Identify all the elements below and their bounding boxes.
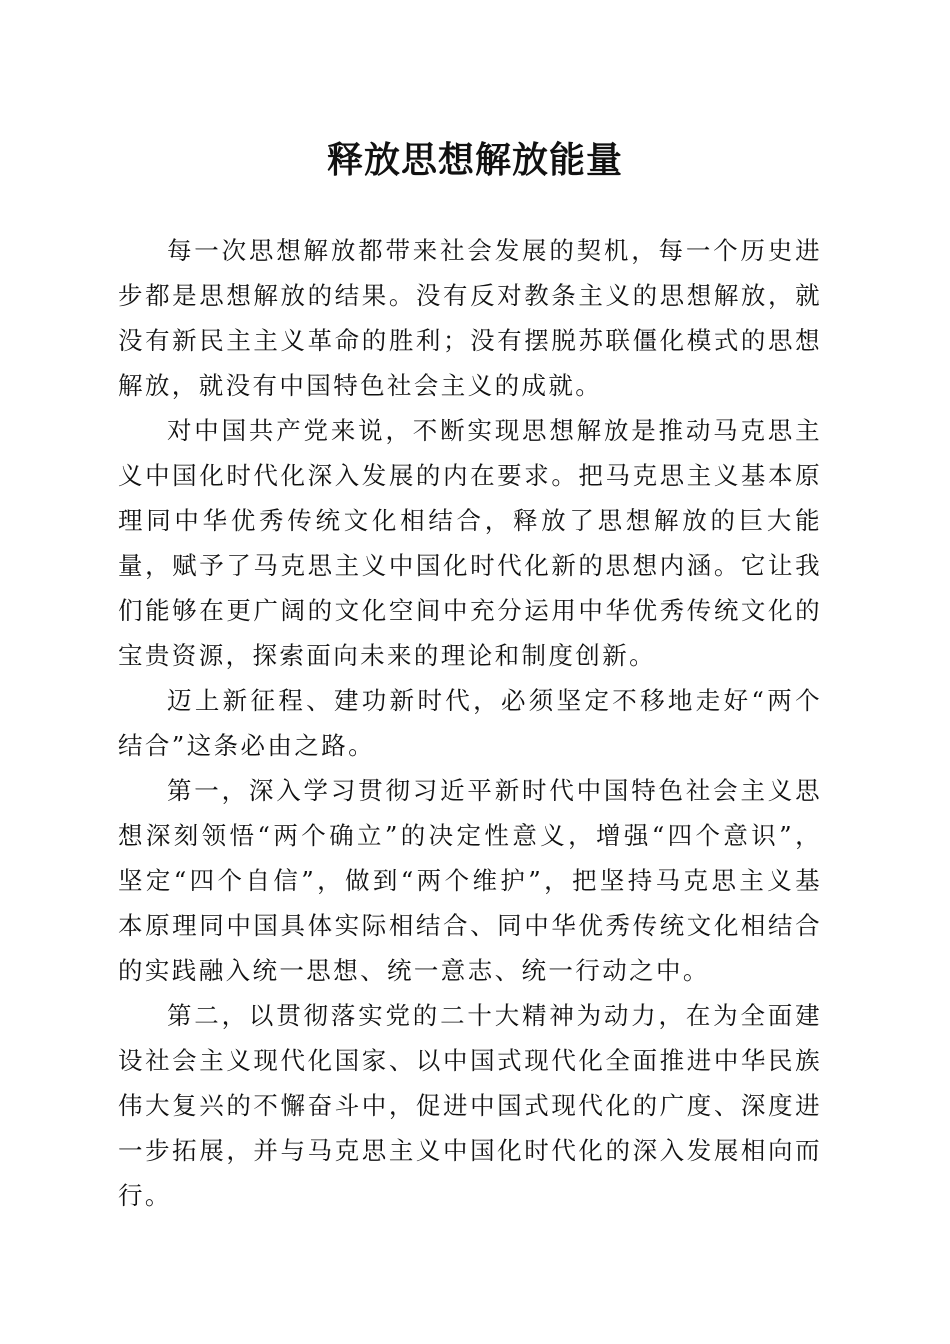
paragraph-1: 每一次思想解放都带来社会发展的契机，每一个历史进步都是思想解放的结果。没有反对教条主义的思想解放，就没有新民主主义革命的胜利；没有摆脱苏联僵化模式的思想解放，就没有中国特色社会主义的成就。: [118, 236, 822, 400]
document-title: 释放思想解放能量: [326, 139, 623, 181]
paragraph-2: 对中国共产党来说，不断实现思想解放是推动马克思主义中国化时代化深入发展的内在要求。把马克思主义基本原理同中华优秀传统文化相结合，释放了思想解放的巨大能量，赋予了马克思主义中国化时代化新的思想内涵。它让我们能够在更广阔的文化空间中充分运用中华优秀传统文化的宝贵资源，探索面向未来的理论和制度创新。: [118, 416, 822, 670]
paragraph-4: 第一，深入学习贯彻习近平新时代中国特色社会主义思想深刻领悟“两个确立”的决定性意义，增强“四个意识”，坚定“四个自信”，做到“两个维护”，把坚持马克思主义基本原理同中国具体实际相结合、同中华优秀传统文化相结合的实践融入统一思想、统一意志、统一行动之中。: [118, 776, 822, 985]
paragraph-3: 迈上新征程、建功新时代，必须坚定不移地走好“两个结合”这条必由之路。: [118, 686, 822, 760]
paragraph-5: 第二，以贯彻落实党的二十大精神为动力，在为全面建设社会主义现代化国家、以中国式现代化全面推进中华民族伟大复兴的不懈奋斗中，促进中国式现代化的广度、深度进一步拓展，并与马克思主义中国化时代化的深入发展相向而行。: [118, 1001, 822, 1210]
document-body: [118, 228, 822, 1218]
